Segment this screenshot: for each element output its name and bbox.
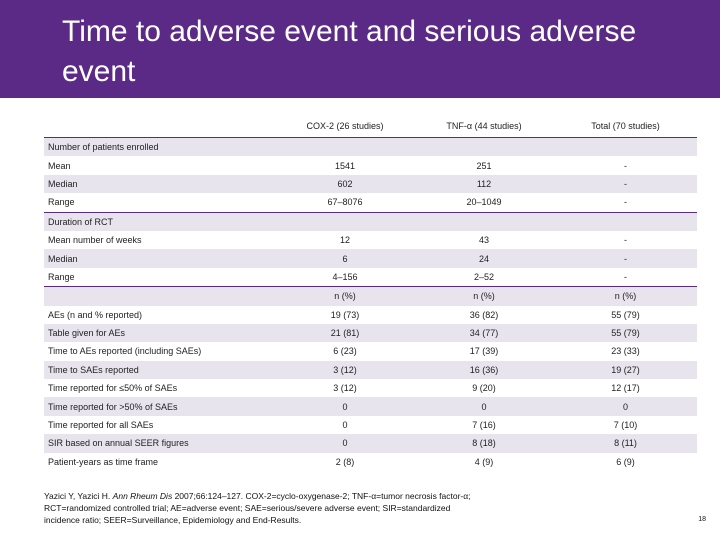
n-percent-header-row bbox=[44, 287, 697, 306]
row-label: Time to AEs reported (including SAEs) bbox=[44, 342, 276, 360]
n-percent-total: n (%) bbox=[554, 287, 697, 306]
tnf-value: 17 (39) bbox=[414, 342, 554, 360]
tnf-value: 4 (9) bbox=[414, 453, 554, 471]
total-value: 7 (10) bbox=[554, 416, 697, 434]
total-value: 55 (79) bbox=[554, 306, 697, 324]
footnote-journal: Ann Rheum Dis bbox=[112, 491, 173, 501]
total-value: 12 (17) bbox=[554, 379, 697, 397]
table-row bbox=[44, 379, 697, 397]
tnf-value: 20–1049 bbox=[414, 193, 554, 212]
total-value: 0 bbox=[554, 397, 697, 415]
adverse-event-table bbox=[44, 115, 697, 471]
cox2-value: 19 (73) bbox=[276, 306, 414, 324]
page-number: 18 bbox=[698, 516, 706, 523]
row-label: AEs (n and % reported) bbox=[44, 306, 276, 324]
total-value: - bbox=[554, 249, 697, 267]
table-row bbox=[44, 397, 697, 415]
cox2-value: 3 (12) bbox=[276, 379, 414, 397]
tnf-value: 34 (77) bbox=[414, 324, 554, 342]
table-row bbox=[44, 342, 697, 360]
row-label: Mean bbox=[44, 156, 276, 174]
row-label: Range bbox=[44, 268, 276, 287]
table-row bbox=[44, 453, 697, 471]
column-header-tnf: TNF-α (44 studies) bbox=[414, 115, 554, 138]
table-row bbox=[44, 249, 697, 267]
section-duration bbox=[44, 212, 697, 231]
cox2-value: 0 bbox=[276, 434, 414, 452]
n-percent-empty-cell bbox=[44, 287, 276, 306]
header-empty-cell bbox=[44, 115, 276, 138]
row-label: Range bbox=[44, 193, 276, 212]
table-row bbox=[44, 231, 697, 249]
cox2-value: 21 (81) bbox=[276, 324, 414, 342]
tnf-value: 112 bbox=[414, 175, 554, 193]
table-row bbox=[44, 416, 697, 434]
cox2-value: 0 bbox=[276, 397, 414, 415]
n-percent-tnf: n (%) bbox=[414, 287, 554, 306]
cox2-value: 6 bbox=[276, 249, 414, 267]
footnote bbox=[44, 490, 474, 526]
row-label: Table given for AEs bbox=[44, 324, 276, 342]
tnf-value: 251 bbox=[414, 156, 554, 174]
total-value: 23 (33) bbox=[554, 342, 697, 360]
n-percent-cox2: n (%) bbox=[276, 287, 414, 306]
row-label: SIR based on annual SEER figures bbox=[44, 434, 276, 452]
row-label: Median bbox=[44, 249, 276, 267]
tnf-value: 24 bbox=[414, 249, 554, 267]
table-row bbox=[44, 361, 697, 379]
total-value: - bbox=[554, 156, 697, 174]
cox2-value: 1541 bbox=[276, 156, 414, 174]
row-label: Time reported for all SAEs bbox=[44, 416, 276, 434]
tnf-value: 8 (18) bbox=[414, 434, 554, 452]
title-bar bbox=[0, 0, 720, 98]
row-label: Time reported for ≤50% of SAEs bbox=[44, 379, 276, 397]
row-label: Median bbox=[44, 175, 276, 193]
footnote-text: 2007;66:124–127. COX-2=cyclo-oxygenase-2; TNF-α=tumor necrosis factor-α; RCT=randomized controlled trial; AE=adverse event; SAE=serious/severe adverse event; SIR=standardized incidence ratio; SEER=Surveillance, Epidemiology and End-Results. bbox=[44, 491, 471, 525]
column-header-total: Total (70 studies) bbox=[554, 115, 697, 138]
section-patients-enrolled-label: Number of patients enrolled bbox=[44, 138, 697, 157]
total-value: 8 (11) bbox=[554, 434, 697, 452]
total-value: 55 (79) bbox=[554, 324, 697, 342]
total-value: 6 (9) bbox=[554, 453, 697, 471]
cox2-value: 67–8076 bbox=[276, 193, 414, 212]
row-label: Patient-years as time frame bbox=[44, 453, 276, 471]
slide-title: Time to adverse event and serious adverse event bbox=[62, 15, 637, 88]
table-row bbox=[44, 306, 697, 324]
cox2-value: 6 (23) bbox=[276, 342, 414, 360]
table-row bbox=[44, 175, 697, 193]
section-patients-enrolled bbox=[44, 138, 697, 157]
tnf-value: 0 bbox=[414, 397, 554, 415]
cox2-value: 0 bbox=[276, 416, 414, 434]
cox2-value: 3 (12) bbox=[276, 361, 414, 379]
column-header-cox2: COX-2 (26 studies) bbox=[276, 115, 414, 138]
total-value: 19 (27) bbox=[554, 361, 697, 379]
total-value: - bbox=[554, 268, 697, 287]
table-header-row bbox=[44, 115, 697, 138]
cox2-value: 602 bbox=[276, 175, 414, 193]
footnote-authors: Yazici Y, Yazici H. bbox=[44, 491, 113, 501]
tnf-value: 2–52 bbox=[414, 268, 554, 287]
tnf-value: 9 (20) bbox=[414, 379, 554, 397]
table-row bbox=[44, 324, 697, 342]
row-label: Mean number of weeks bbox=[44, 231, 276, 249]
cox2-value: 12 bbox=[276, 231, 414, 249]
table-row bbox=[44, 434, 697, 452]
total-value: - bbox=[554, 175, 697, 193]
row-label: Time to SAEs reported bbox=[44, 361, 276, 379]
total-value: - bbox=[554, 193, 697, 212]
table-row bbox=[44, 268, 697, 287]
tnf-value: 43 bbox=[414, 231, 554, 249]
section-duration-label: Duration of RCT bbox=[44, 212, 697, 231]
table-row bbox=[44, 156, 697, 174]
total-value: - bbox=[554, 231, 697, 249]
table-row bbox=[44, 193, 697, 212]
cox2-value: 4–156 bbox=[276, 268, 414, 287]
cox2-value: 2 (8) bbox=[276, 453, 414, 471]
row-label: Time reported for >50% of SAEs bbox=[44, 397, 276, 415]
tnf-value: 16 (36) bbox=[414, 361, 554, 379]
tnf-value: 7 (16) bbox=[414, 416, 554, 434]
tnf-value: 36 (82) bbox=[414, 306, 554, 324]
